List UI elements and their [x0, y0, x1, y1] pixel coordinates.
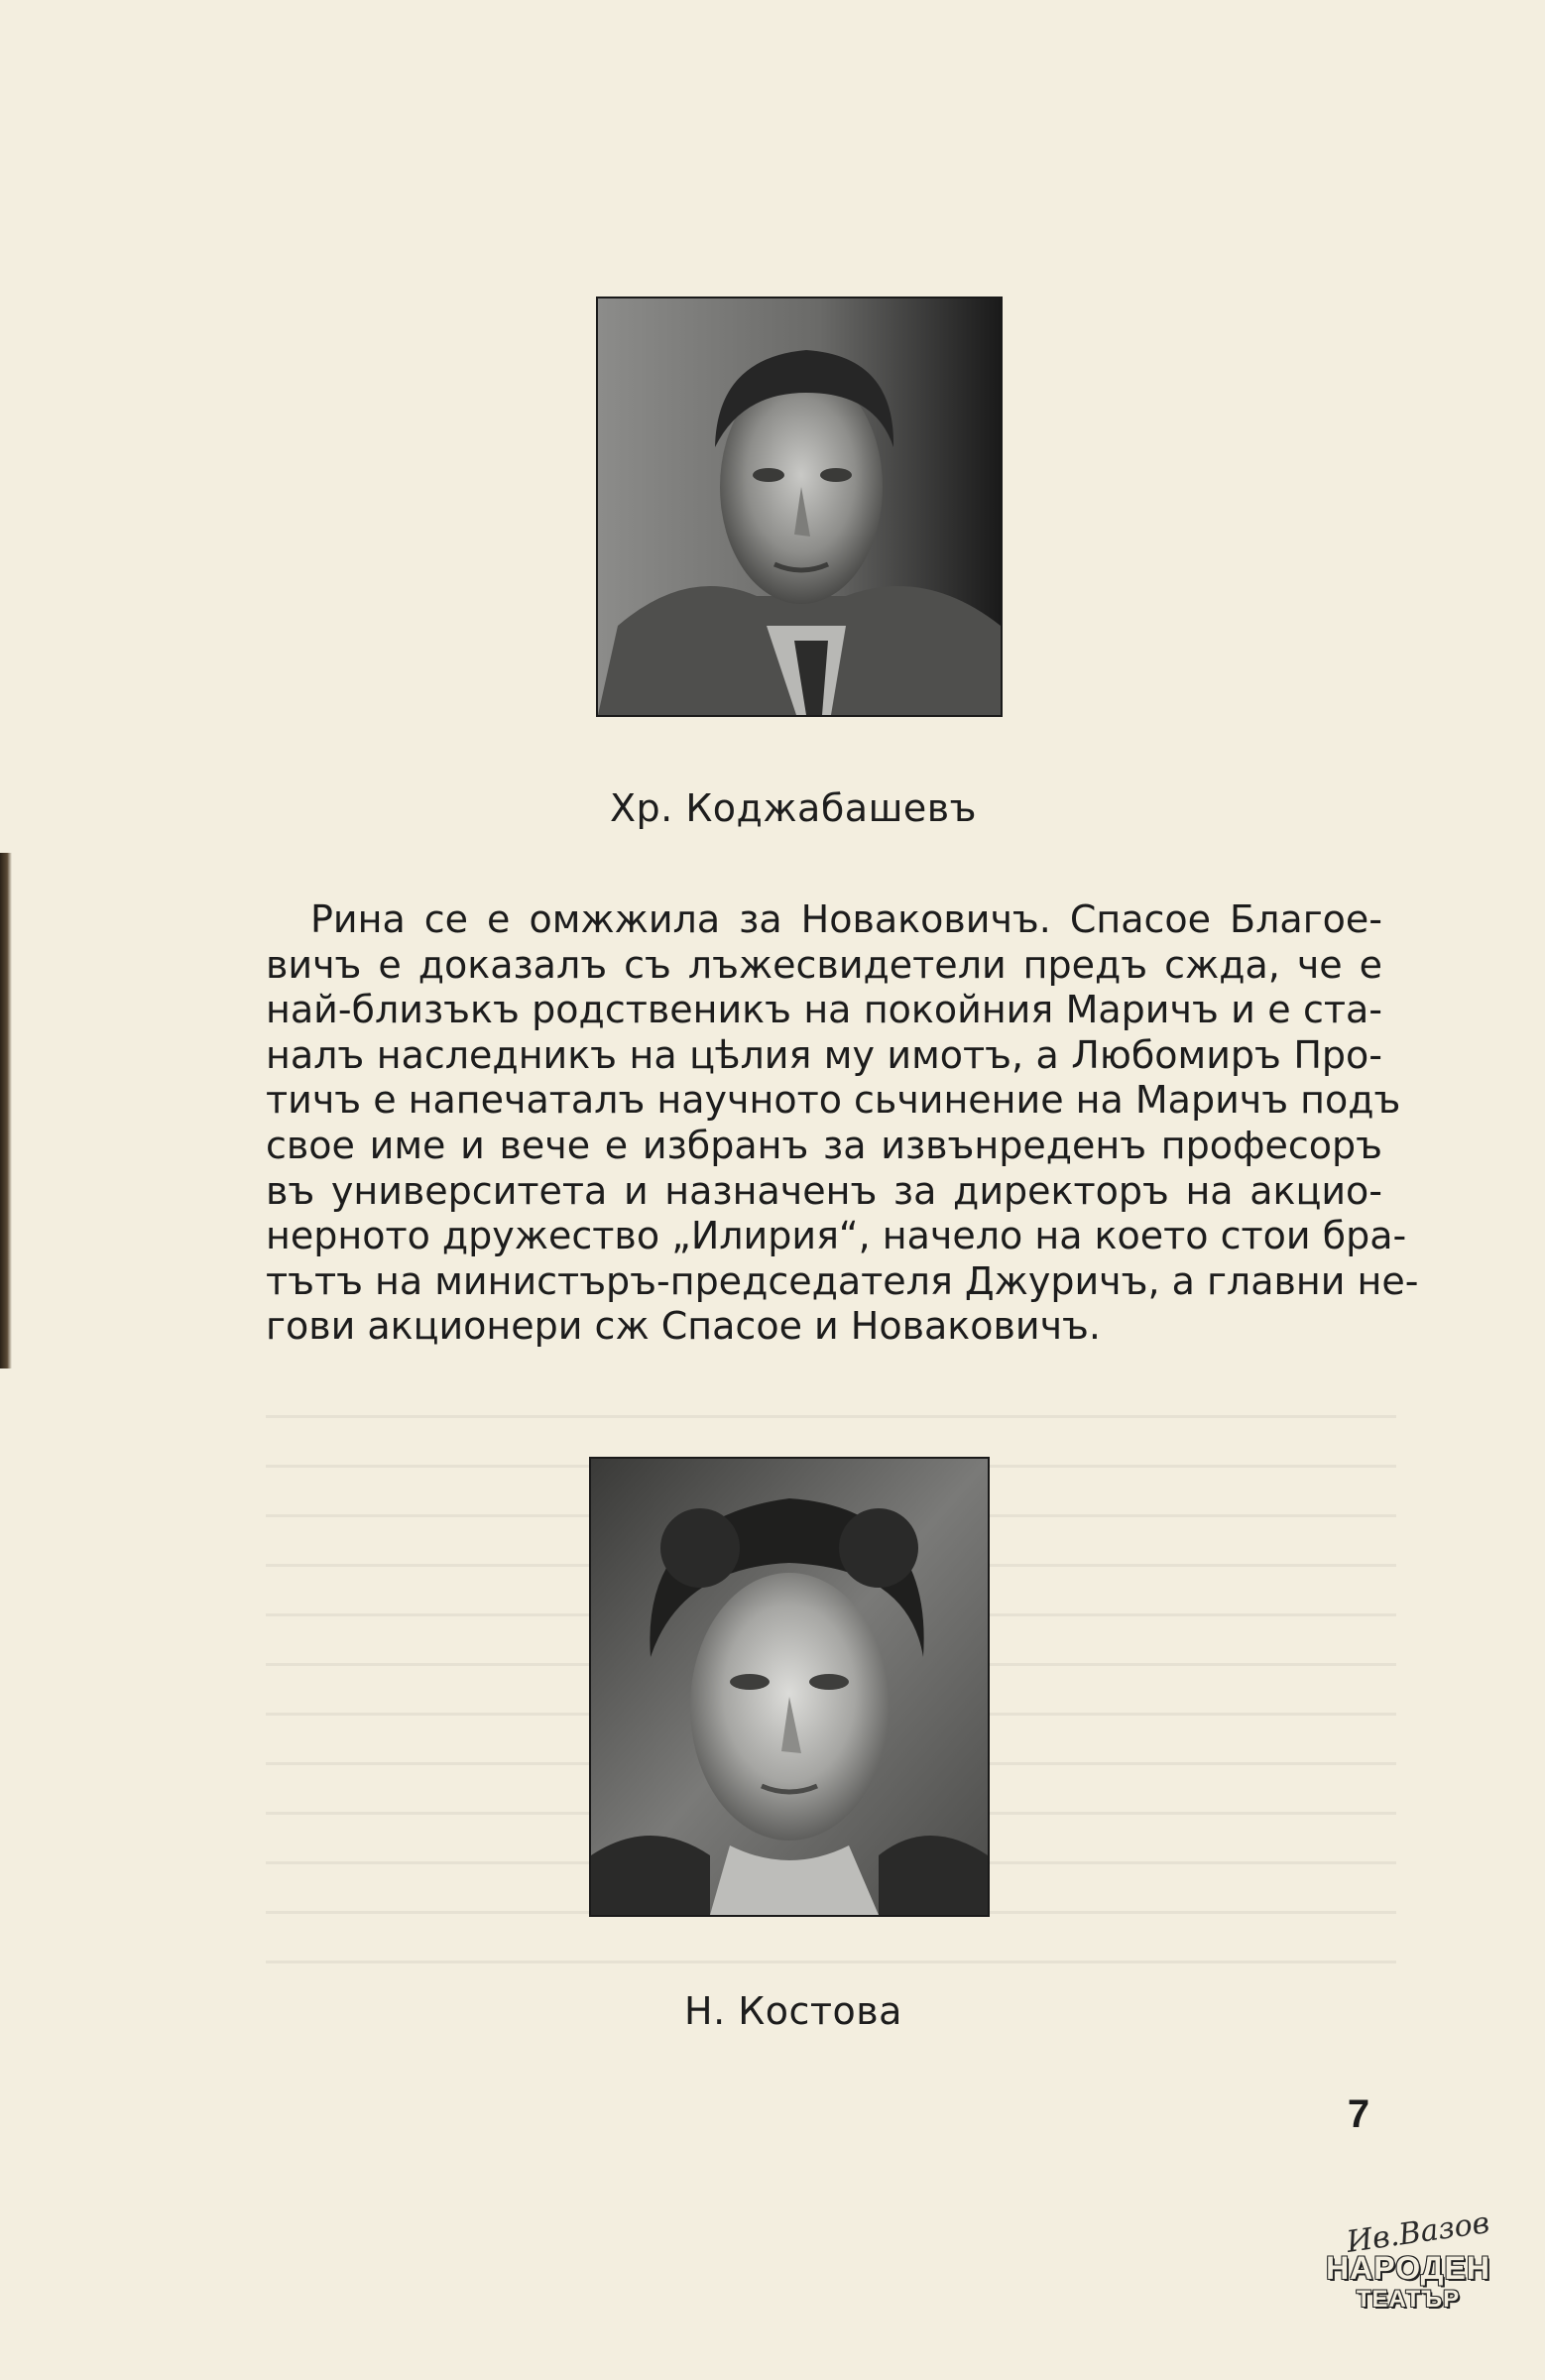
photo-caption-kodzhabashev: Хр. Коджабашевъ	[610, 786, 977, 830]
photo-caption-kostova: Н. Костова	[684, 1989, 902, 2033]
portrait-image-female	[591, 1459, 988, 1915]
portrait-image-male	[598, 298, 1001, 715]
paragraph-line: свое име и вече е избранъ за извънреденъ професоръ	[266, 1123, 1382, 1167]
stamp-signature: Ив.Вазов	[1344, 2205, 1492, 2260]
page-binding-edge	[0, 853, 12, 1368]
page-number: 7	[1347, 2092, 1370, 2136]
paragraph-line: най-близъкъ родственикъ на покойния Маричъ и е ста-	[266, 988, 1382, 1032]
library-stamp	[1319, 2205, 1497, 2325]
paragraph-line: Рина се е омжжила за Новаковичъ. Спасое Благое-	[310, 897, 1382, 941]
paragraph-line: въ университета и назначенъ за директоръ на акцио-	[266, 1168, 1382, 1213]
paragraph-line: нерното дружество „Илирия“, начело на което стои бра-	[266, 1214, 1407, 1258]
portrait-photo-female	[589, 1457, 990, 1917]
paragraph-line: тичъ е напечаталъ научното сьчинение на Маричъ подъ	[266, 1078, 1401, 1123]
stamp-line-1: НАРОДЕН	[1326, 2250, 1490, 2286]
paragraph-line: тътъ на министъръ-председателя Джуричъ, а главни не-	[266, 1258, 1419, 1303]
paragraph-line: налъ наследникъ на цѣлия му имотъ, а Любомиръ Про-	[266, 1032, 1382, 1077]
stamp-line-2: ТЕАТЪР	[1356, 2286, 1461, 2313]
paragraph-line: вичъ е доказалъ съ лъжесвидетели предъ сжда, че е	[266, 942, 1382, 987]
portrait-photo-male	[596, 297, 1003, 717]
body-paragraph	[266, 897, 1419, 1350]
paragraph-line: гови акционери сж Спасое и Новаковичъ.	[266, 1304, 1101, 1349]
